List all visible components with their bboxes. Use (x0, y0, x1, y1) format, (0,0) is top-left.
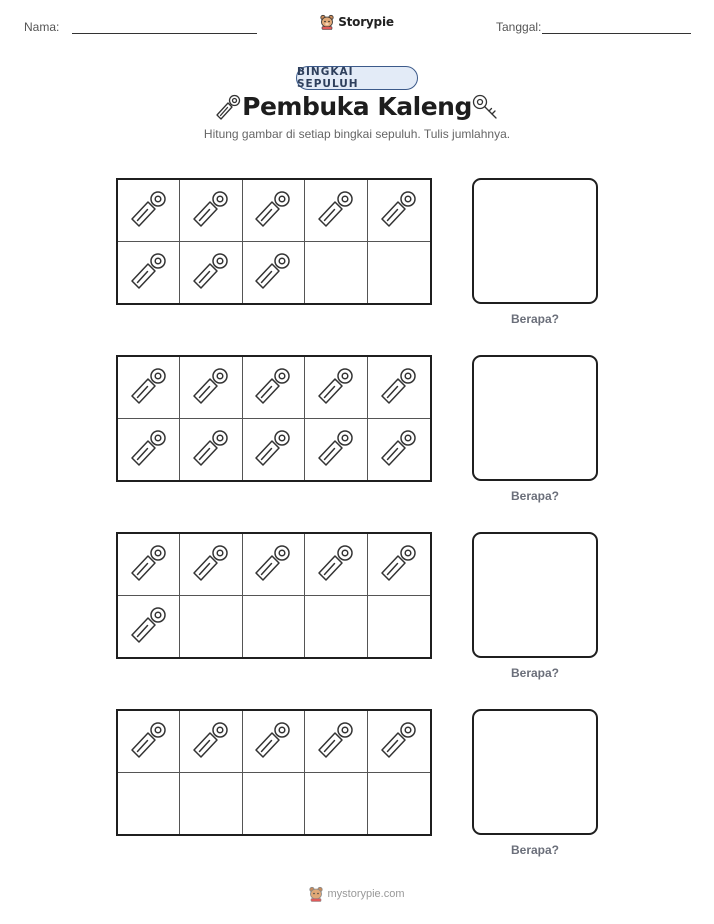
ten-frame-cell (243, 180, 305, 242)
can-opener-icon (314, 717, 358, 766)
name-field-line[interactable] (72, 33, 257, 34)
ten-frame-cell (180, 596, 242, 658)
bear-mascot-icon (309, 886, 323, 902)
can-opener-icon (377, 540, 421, 589)
ten-frame-cell (305, 711, 367, 773)
brand-name: Storypie (338, 15, 394, 29)
ten-frame-cell (368, 711, 430, 773)
can-opener-icon (314, 186, 358, 235)
can-opener-icon (127, 186, 171, 235)
can-opener-icon (251, 248, 295, 297)
can-opener-icon (251, 425, 295, 474)
ten-frame-cell (118, 711, 180, 773)
ten-frame-cell (180, 534, 242, 596)
worksheet-badge: BINGKAI SEPULUH (296, 66, 418, 90)
can-opener-icon (377, 363, 421, 412)
ten-frame-cell (368, 242, 430, 304)
ten-frame-cell (368, 534, 430, 596)
ten-frame-cell (368, 596, 430, 658)
ten-frame-cell (368, 357, 430, 419)
ten-frame-cell (368, 773, 430, 835)
ten-frame (116, 178, 432, 305)
answer-prompt: Berapa? (510, 843, 560, 857)
name-label: Nama: (24, 20, 60, 34)
ten-frame-cell (118, 773, 180, 835)
footer (0, 886, 714, 902)
can-opener-icon (127, 363, 171, 412)
ten-frame-cell (180, 773, 242, 835)
ten-frame-cell (243, 596, 305, 658)
can-opener-icon (189, 717, 233, 766)
answer-box[interactable] (472, 178, 598, 304)
answer-box[interactable] (472, 709, 598, 835)
ten-frame-cell (180, 357, 242, 419)
ten-frame-cell (243, 711, 305, 773)
answer-box[interactable] (472, 355, 598, 481)
ten-frame (116, 355, 432, 482)
can-opener-icon (127, 540, 171, 589)
ten-frame-cell (118, 419, 180, 481)
can-opener-icon (189, 248, 233, 297)
ten-frame-cell (243, 242, 305, 304)
ten-frame-cell (118, 180, 180, 242)
ten-frame (116, 532, 432, 659)
ten-frame-cell (180, 711, 242, 773)
can-opener-icon (189, 186, 233, 235)
ten-frame-cell (180, 180, 242, 242)
can-opener-icon (314, 540, 358, 589)
ten-frame-cell (118, 357, 180, 419)
can-opener-icon (314, 363, 358, 412)
brand-logo (0, 14, 714, 30)
ten-frame-cell (118, 242, 180, 304)
can-opener-icon (251, 186, 295, 235)
can-opener-icon (314, 425, 358, 474)
can-opener-icon (189, 363, 233, 412)
ten-frame-cell (305, 773, 367, 835)
ten-frame-cell (243, 419, 305, 481)
ten-frame-cell (180, 419, 242, 481)
date-label: Tanggal: (496, 20, 542, 34)
page-title: Pembuka Kaleng (242, 92, 472, 121)
bear-mascot-icon (320, 14, 334, 30)
can-opener-icon (127, 425, 171, 474)
ten-frame-cell (305, 534, 367, 596)
instructions: Hitung gambar di setiap bingkai sepuluh. Tulis jumlahnya. (203, 127, 511, 141)
ten-frame-cell (305, 419, 367, 481)
can-opener-icon (189, 425, 233, 474)
ten-frame-cell (305, 596, 367, 658)
answer-prompt: Berapa? (510, 312, 560, 326)
can-opener-icon (127, 248, 171, 297)
ten-frame-cell (243, 357, 305, 419)
answer-box[interactable] (472, 532, 598, 658)
can-opener-icon (377, 717, 421, 766)
date-field-line[interactable] (542, 33, 691, 34)
can-opener-icon (377, 425, 421, 474)
answer-prompt: Berapa? (510, 489, 560, 503)
can-opener-icon (189, 540, 233, 589)
footer-site: mystorypie.com (327, 888, 405, 900)
can-opener-icon (127, 602, 171, 651)
key-can-opener-icon (470, 92, 500, 127)
ten-frame-cell (243, 534, 305, 596)
ten-frame-cell (368, 180, 430, 242)
can-opener-icon (377, 186, 421, 235)
can-opener-icon (251, 540, 295, 589)
ten-frame-cell (305, 357, 367, 419)
ten-frame-cell (368, 419, 430, 481)
ten-frame-cell (180, 242, 242, 304)
can-opener-icon (127, 717, 171, 766)
can-opener-icon (251, 363, 295, 412)
ten-frame (116, 709, 432, 836)
ten-frame-cell (118, 534, 180, 596)
ten-frame-cell (243, 773, 305, 835)
ten-frame-cell (305, 180, 367, 242)
ten-frame-cell (305, 242, 367, 304)
can-opener-icon (251, 717, 295, 766)
answer-prompt: Berapa? (510, 666, 560, 680)
ten-frame-cell (118, 596, 180, 658)
